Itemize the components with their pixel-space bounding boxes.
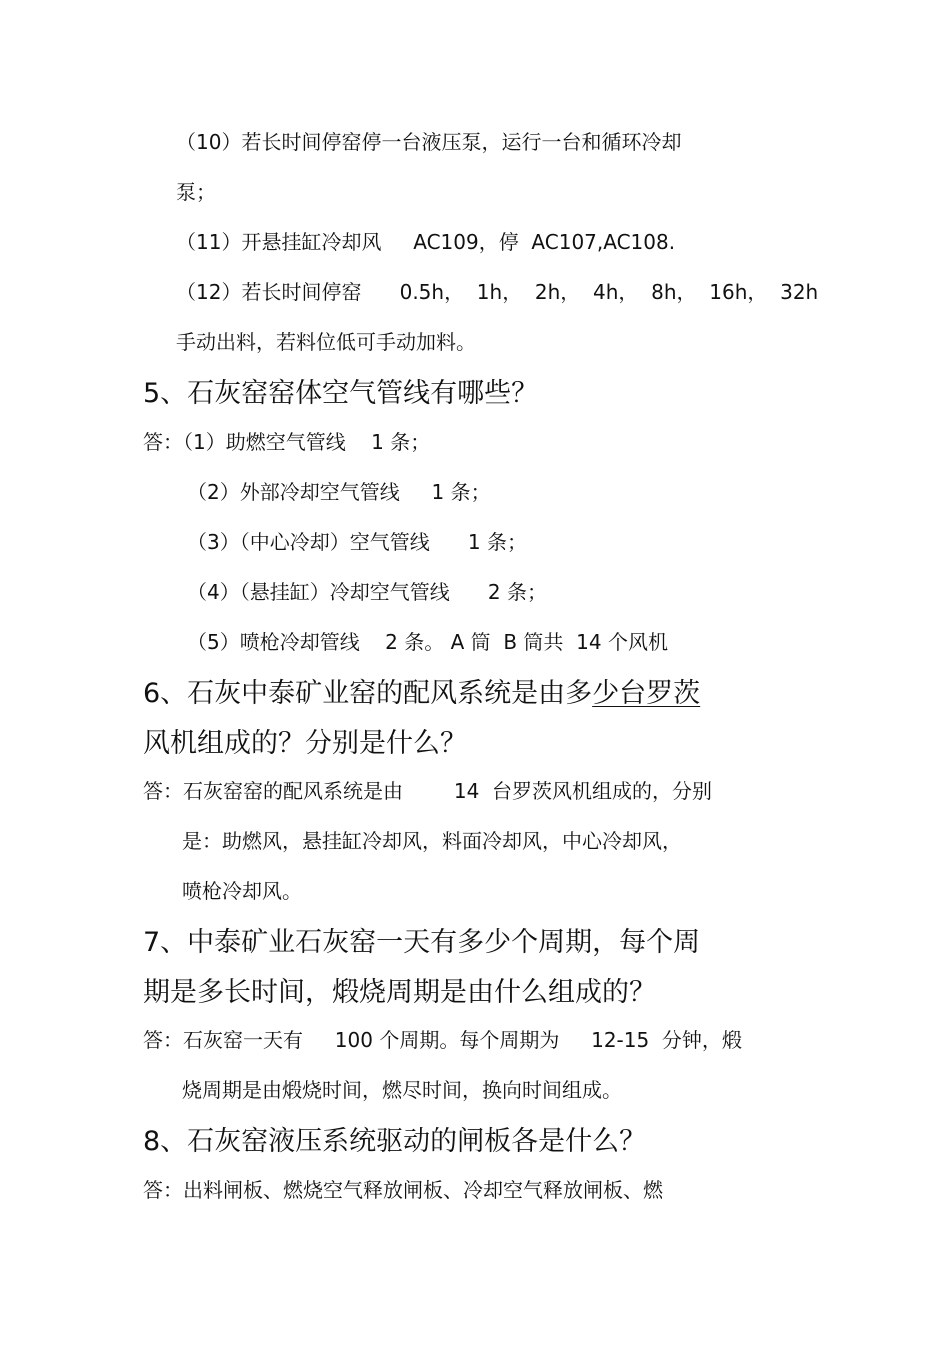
question-7-title-line-2: 期是多长时间，煅烧周期是由什么组成的？ — [143, 977, 656, 1008]
item-12-line-1: （12）若长时间停窑 0.5h， 1h， 2h， 4h， 8h， 16h， 32h — [176, 280, 819, 304]
question-5-answer-5: （5）喷枪冷却管线 2 条。 A 筒 B 筒共 14 个风机 — [187, 630, 668, 654]
question-7-answer-line-2: 烧周期是由煅烧时间，燃尽时间，换向时间组成。 — [182, 1078, 622, 1102]
question-6-answer-line-1: 答：石灰窑窑的配风系统是由 14 台罗茨风机组成的，分别 — [143, 779, 713, 803]
question-5-answer-2: （2）外部冷却空气管线 1 条； — [187, 480, 491, 504]
question-5-answer-3: （3）（中心冷却）空气管线 1 条； — [187, 530, 527, 554]
question-6-answer-line-3: 喷枪冷却风。 — [182, 879, 302, 903]
question-7-title-line-1: 7、中泰矿业石灰窑一天有多少个周期，每个周 — [143, 927, 701, 958]
item-10-line-2: 泵； — [176, 180, 216, 204]
question-6-title-underlined: 少台罗茨 — [592, 678, 701, 709]
question-5-answer-4: （4）（悬挂缸）冷却空气管线 2 条； — [187, 580, 547, 604]
item-12-line-2: 手动出料，若料位低可手动加料。 — [176, 330, 476, 354]
item-11: （11）开悬挂缸冷却风 AC109，停 AC107,AC108. — [176, 230, 676, 254]
question-6-answer-line-2: 是：助燃风，悬挂缸冷却风，料面冷却风，中心冷却风， — [182, 829, 682, 853]
question-8-title: 8、石灰窑液压系统驱动的闸板各是什么？ — [143, 1126, 647, 1157]
question-6-title-line-1 — [143, 678, 700, 710]
item-10-line-1: （10）若长时间停窑停一台液压泵，运行一台和循环冷却 — [176, 130, 682, 154]
question-6-title-part-a: 6、石灰中泰矿业窑的配风系统是由多 — [143, 678, 593, 709]
question-7-answer-line-1: 答：石灰窑一天有 100 个周期。每个周期为 12-15 分钟，煅 — [143, 1028, 742, 1052]
question-5-answer-1: 答：（1）助燃空气管线 1 条； — [143, 430, 431, 454]
question-8-answer-line-1: 答：出料闸板、燃烧空气释放闸板、冷却空气释放闸板、燃 — [143, 1178, 663, 1202]
question-5-title: 5、石灰窑窑体空气管线有哪些？ — [143, 378, 539, 409]
question-6-title-line-2: 风机组成的？分别是什么？ — [143, 728, 467, 759]
